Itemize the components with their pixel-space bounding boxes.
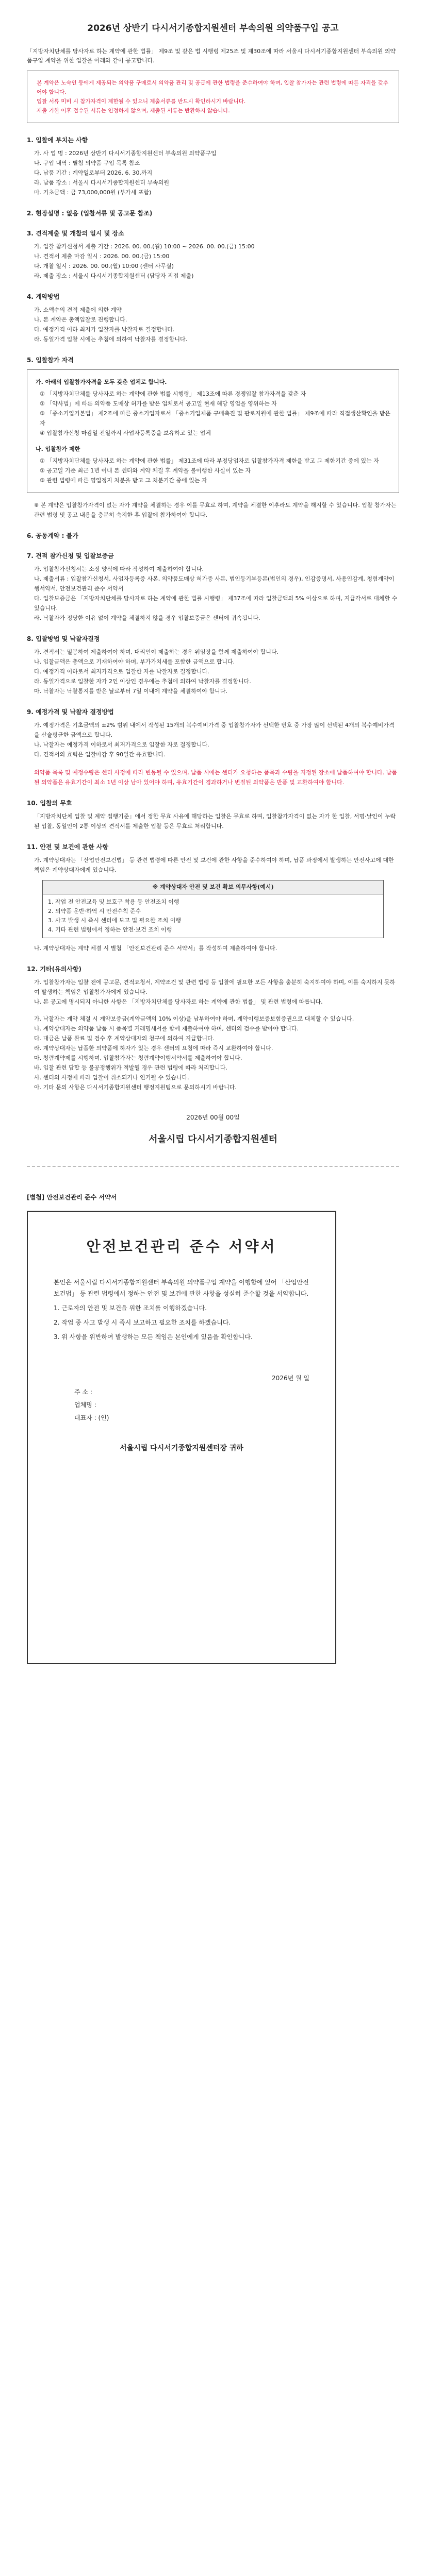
box-heading: 나. 입찰참가 제한 xyxy=(36,446,80,452)
section-line: 「지방자치단체 입찰 및 계약 집행기준」에서 정한 무효 사유에 해당하는 입찰은 무효로 하며, 입찰참가자격이 없는 자가 한 입찰, 서명·날인이 누락된 입찰, 동일인이 2통 이상의 견적서를 제출한 입찰 등은 무효로 처리합니다. xyxy=(34,813,396,829)
section-line: 나. 낙찰자는 예정가격 이하로서 최저가격으로 입찰한 자로 결정합니다. xyxy=(34,741,209,748)
section-line: 가. 사 업 명 : 2026년 상반기 다시서기종합지원센터 부속의원 의약품구입 xyxy=(34,150,217,157)
section-line: 라. 낙찰자가 정당한 이유 없이 계약을 체결하지 않을 경우 입찰보증금은 센터에 귀속됩니다. xyxy=(34,615,260,621)
section-line: 다. 입찰보증금은 「지방자치단체를 당사자로 하는 계약에 관한 법률 시행령」 제37조에 따라 입찰금액의 5% 이상으로 하며, 지급각서로 대체할 수 있습니다. xyxy=(34,595,398,612)
section-line: 다. 견적서의 효력은 입찰마감 후 90일간 유효합니다. xyxy=(34,751,166,758)
box-line: ② 「약사법」에 따른 의약품 도매상 허가를 받은 업체로서 공고일 현재 해당 영업을 영위하는 자 xyxy=(40,400,277,407)
page-divider xyxy=(27,1166,399,1167)
pledge-title: 안전보건관리 준수 서약서 xyxy=(86,1238,277,1255)
section-heading: 2. 현장설명 : 없음 (입찰서류 및 공고문 참조) xyxy=(27,210,153,217)
pledge-form xyxy=(27,1211,336,1664)
notice-line: 입찰 서류 미비 시 참가자격이 제한될 수 있으니 제출서류를 반드시 확인하시기 바랍니다. xyxy=(37,98,246,105)
section-line: 가. 입찰 참가신청서 제출 기간 : 2026. 00. 00.(월) 10:00 ~ 2026. 00. 00.(금) 15:00 xyxy=(34,243,255,250)
section-line: 마. 청렴계약제를 시행하며, 입찰참가자는 청렴계약이행서약서를 제출하여야 합니다. xyxy=(34,1055,242,1061)
notice-document xyxy=(27,21,399,1664)
pledge-line: 3. 위 사항을 위반하여 발생하는 모든 책임은 본인에게 있음을 확인합니다. xyxy=(54,1333,253,1341)
section-line: 나. 계약상대자는 계약 체결 시 별첨 「안전보건관리 준수 서약서」를 작성하여 제출하여야 합니다. xyxy=(34,945,277,952)
pledge-recipient: 서울시립 다시서기종합지원센터장 귀하 xyxy=(120,1444,243,1452)
section-line: 가. 계약상대자는 「산업안전보건법」 등 관련 법령에 따른 안전 및 보건에 관한 사항을 준수하여야 하며, 납품 과정에서 발생하는 안전사고에 대한 책임은 계약상대자에게 있습니다. xyxy=(34,857,394,873)
box-heading: 가. 아래의 입찰참가자격을 모두 갖춘 업체로 합니다. xyxy=(36,379,167,385)
section-line: 다. 예정가격 이하 최저가 입찰자를 낙찰자로 결정합니다. xyxy=(34,326,175,333)
safety-duty-line: 4. 기타 관련 법령에서 정하는 안전·보건 조치 이행 xyxy=(48,926,172,933)
box-line: ④ 입찰참가신청 마감일 전일까지 사업자등록증을 보유하고 있는 업체 xyxy=(40,430,211,436)
section-line: 다. 개찰 일시 : 2026. 00. 00.(월) 10:00 (센터 사무실) xyxy=(34,263,174,269)
section-line: 바. 입찰 관련 담합 등 불공정행위가 적발될 경우 관련 법령에 따라 처리합니다. xyxy=(34,1064,227,1071)
section-line: 나. 본 공고에 명시되지 아니한 사항은 「지방자치단체를 당사자로 하는 계약에 관한 법률」 및 관련 법령에 따릅니다. xyxy=(34,998,323,1005)
section-line: 라. 동일가격 입찰 시에는 추첨에 의하여 낙찰자를 결정합니다. xyxy=(34,336,188,343)
section-line: 나. 제출서류 : 입찰참가신청서, 사업자등록증 사본, 의약품도매상 허가증 사본, 법인등기부등본(법인의 경우), 인감증명서, 사용인감계, 청렴계약이행서약서, 안전보건관리 준수 서약서 xyxy=(34,575,395,592)
eligibility-box xyxy=(27,369,399,493)
document-title: 2026년 상반기 다시서기종합지원센터 부속의원 의약품구입 공고 xyxy=(87,23,339,33)
notice-line: 제출 기한 이후 접수된 서류는 인정하지 않으며, 제출된 서류는 반환하지 않습니다. xyxy=(37,108,230,114)
section-line: 가. 소액수의 견적 제출에 의한 계약 xyxy=(34,307,122,313)
appendix-label: [별첨] 안전보건관리 준수 서약서 xyxy=(27,1194,117,1201)
section-line: 라. 계약상대자는 납품한 의약품에 하자가 있는 경우 센터의 요청에 따라 즉시 교환하여야 합니다. xyxy=(34,1045,273,1052)
section-heading: 4. 계약방법 xyxy=(27,293,60,300)
safety-duties-title: ※ 계약상대자 안전 및 보건 확보 의무사항(예시) xyxy=(43,880,383,894)
section-heading: 3. 견적제출 및 개찰의 일시 및 장소 xyxy=(27,230,124,237)
section-heading: 10. 입찰의 무효 xyxy=(27,800,72,807)
section-heading: 8. 입찰방법 및 낙찰자결정 xyxy=(27,635,100,642)
section-heading: 11. 안전 및 보건에 관한 사항 xyxy=(27,843,109,851)
section-paragraph: ※ 본 계약은 입찰참가자격이 없는 자가 계약을 체결하는 경우 이를 무효로 하며, 계약을 체결한 이후라도 계약을 해지할 수 있습니다. 입찰 참가자는 관련 법령 및 공고 내용을 충분히 숙지한 후 입찰에 참가하여야 합니다. xyxy=(34,502,397,518)
section-line: 가. 예정가격은 기초금액의 ±2% 범위 내에서 작성된 15개의 복수예비가격 중 입찰참가자가 선택한 번호 중 가장 많이 선택된 4개의 복수예비가격을 산술평균한 금액으로 합니다. xyxy=(34,722,395,738)
section-line: 마. 기초금액 : 금 73,000,000원 (부가세 포함) xyxy=(34,189,152,196)
pledge-sign-date: 2026년 월 일 xyxy=(272,1375,309,1382)
pledge-line: 본인은 서울시립 다시서기종합지원센터 부속의원 의약품구입 계약을 이행함에 있어 「산업안전보건법」 등 관련 법령에서 정하는 안전 및 보건에 관한 사항을 성실히 준수할 것을 서약합니다. xyxy=(54,1279,309,1297)
notice-line: 본 계약은 노숙인 등에게 제공되는 의약품 구매로서 의약품 관리 및 공급에 관한 법령을 준수하여야 하며, 입찰 참가자는 관련 법령에 따른 자격을 갖추어야 합니다. xyxy=(37,80,389,95)
pledge-line: 1. 근로자의 안전 및 보건을 위한 조치를 이행하겠습니다. xyxy=(54,1304,207,1312)
section-line: 가. 낙찰자는 계약 체결 시 계약보증금(계약금액의 10% 이상)을 납부하여야 하며, 계약이행보증보험증권으로 대체할 수 있습니다. xyxy=(34,1015,354,1022)
box-line: ① 「지방자치단체를 당사자로 하는 계약에 관한 법률 시행령」 제13조에 따른 경쟁입찰 참가자격을 갖춘 자 xyxy=(40,391,306,397)
box-line: ① 「지방자치단체를 당사자로 하는 계약에 관한 법률」 제31조에 따라 부정당업자로 입찰참가자격 제한을 받고 그 제한기간 중에 있는 자 xyxy=(40,457,379,464)
section-heading: 9. 예정가격 및 낙찰자 결정방법 xyxy=(27,708,114,716)
section-line: 나. 입찰금액은 총액으로 기재하여야 하며, 부가가치세를 포함한 금액으로 합니다. xyxy=(34,658,235,665)
section-heading: 1. 입찰에 부치는 사항 xyxy=(27,137,88,144)
section-line: 가. 입찰참가신청서는 소정 양식에 따라 작성하여 제출하여야 합니다. xyxy=(34,566,204,572)
section-line: 가. 견적서는 밀봉하여 제출하여야 하며, 대리인이 제출하는 경우 위임장을 함께 제출하여야 합니다. xyxy=(34,649,278,655)
section-line: 라. 납품 장소 : 서울시 다시서기종합지원센터 부속의원 xyxy=(34,179,169,186)
section-heading: 7. 견적 참가신청 및 입찰보증금 xyxy=(27,552,114,560)
section-line: 마. 낙찰자는 낙찰통지를 받은 날로부터 7일 이내에 계약을 체결하여야 합니다. xyxy=(34,688,227,694)
section-line: 사. 센터의 사정에 따라 입찰이 취소되거나 연기될 수 있습니다. xyxy=(34,1074,189,1081)
pledge-info-line: 업체명 : xyxy=(74,1401,96,1409)
section-line: 가. 입찰참가자는 입찰 전에 공고문, 견적요청서, 계약조건 및 관련 법령 등 입찰에 필요한 모든 사항을 충분히 숙지하여야 하며, 이를 숙지하지 못하여 발생하는 책임은 입찰참가자에게 있습니다. xyxy=(34,979,396,995)
pledge-line: 2. 작업 중 사고 발생 시 즉시 보고하고 필요한 조치를 하겠습니다. xyxy=(54,1319,231,1326)
safety-duty-line: 1. 작업 전 안전교육 및 보호구 착용 등 안전조치 이행 xyxy=(48,899,179,905)
section-line: 나. 본 계약은 총액입찰로 진행합니다. xyxy=(34,316,127,323)
pledge-info-line: 대표자 : (인) xyxy=(74,1414,109,1421)
safety-duty-line: 2. 의약품 운반·하역 시 안전수칙 준수 xyxy=(48,908,141,914)
box-line: ③ 관련 법령에 따른 영업정지 처분을 받고 그 처분기간 중에 있는 자 xyxy=(40,477,207,484)
section-line: 라. 제출 장소 : 서울시 다시서기종합지원센터 (담당자 직접 제출) xyxy=(34,273,194,279)
section-line: 라. 동일가격으로 입찰한 자가 2인 이상인 경우에는 추첨에 의하여 낙찰자를 결정합니다. xyxy=(34,678,251,685)
section-line: 다. 예정가격 이하로서 최저가격으로 입찰한 자를 낙찰자로 결정합니다. xyxy=(34,668,209,675)
intro-text: 「지방자치단체를 당사자로 하는 계약에 관한 법률」 제9조 및 같은 법 시행령 제25조 및 제30조에 따라 서울시 다시서기종합지원센터 부속의원 의약품구입 계약을 위한 입찰을 아래와 같이 공고합니다. xyxy=(27,48,396,64)
box-line: ③ 「중소기업기본법」 제2조에 따른 중소기업자로서 「중소기업제품 구매촉진 및 판로지원에 관한 법률」 제9조에 따라 직접생산확인을 받은 자 xyxy=(40,410,390,427)
section-heading: 12. 기타(유의사항) xyxy=(27,965,81,973)
section-line: 다. 납품 기간 : 계약일로부터 2026. 6. 30.까지 xyxy=(34,170,153,176)
notice-box xyxy=(27,71,399,123)
notice-date: 2026년 00월 00일 xyxy=(186,1114,240,1121)
organization-name: 서울시립 다시서기종합지원센터 xyxy=(149,1134,277,1145)
safety-duty-line: 3. 사고 발생 시 즉시 센터에 보고 및 필요한 조치 이행 xyxy=(48,917,181,924)
section-line: 나. 계약상대자는 의약품 납품 시 품목별 거래명세서를 함께 제출하여야 하며, 센터의 검수를 받아야 합니다. xyxy=(34,1025,299,1032)
section-line: 아. 기타 문의 사항은 다시서기종합지원센터 행정지원팀으로 문의하시기 바랍니다. xyxy=(34,1084,237,1091)
pledge-info-line: 주 소 : xyxy=(74,1388,92,1396)
section-line: 나. 견적서 제출 마감 일시 : 2026. 00. 00.(금) 15:00 xyxy=(34,253,170,260)
safety-duties-box xyxy=(42,880,384,938)
section-heading: 6. 공동계약 : 불가 xyxy=(27,532,78,539)
section-line: 다. 대금은 납품 완료 및 검수 후 계약상대자의 청구에 의하여 지급합니다. xyxy=(34,1035,215,1042)
section-line: 나. 구입 내역 : 별첨 의약품 구입 목록 참조 xyxy=(34,160,140,166)
red-notice-paragraph: 의약품 목록 및 예정수량은 센터 사정에 따라 변동될 수 있으며, 납품 시에는 센터가 요청하는 품목과 수량을 지정된 장소에 납품하여야 합니다. 납품된 의약품은 유효기간이 최소 1년 이상 남아 있어야 하며, 유효기간이 경과하거나 변질된 의약품은 반품 및 교환하여야 합니다. xyxy=(34,769,397,786)
section-heading: 5. 입찰참가 자격 xyxy=(27,357,74,364)
box-line: ② 공고일 기준 최근 1년 이내 본 센터와 계약 체결 후 계약을 불이행한 사실이 있는 자 xyxy=(40,467,251,474)
